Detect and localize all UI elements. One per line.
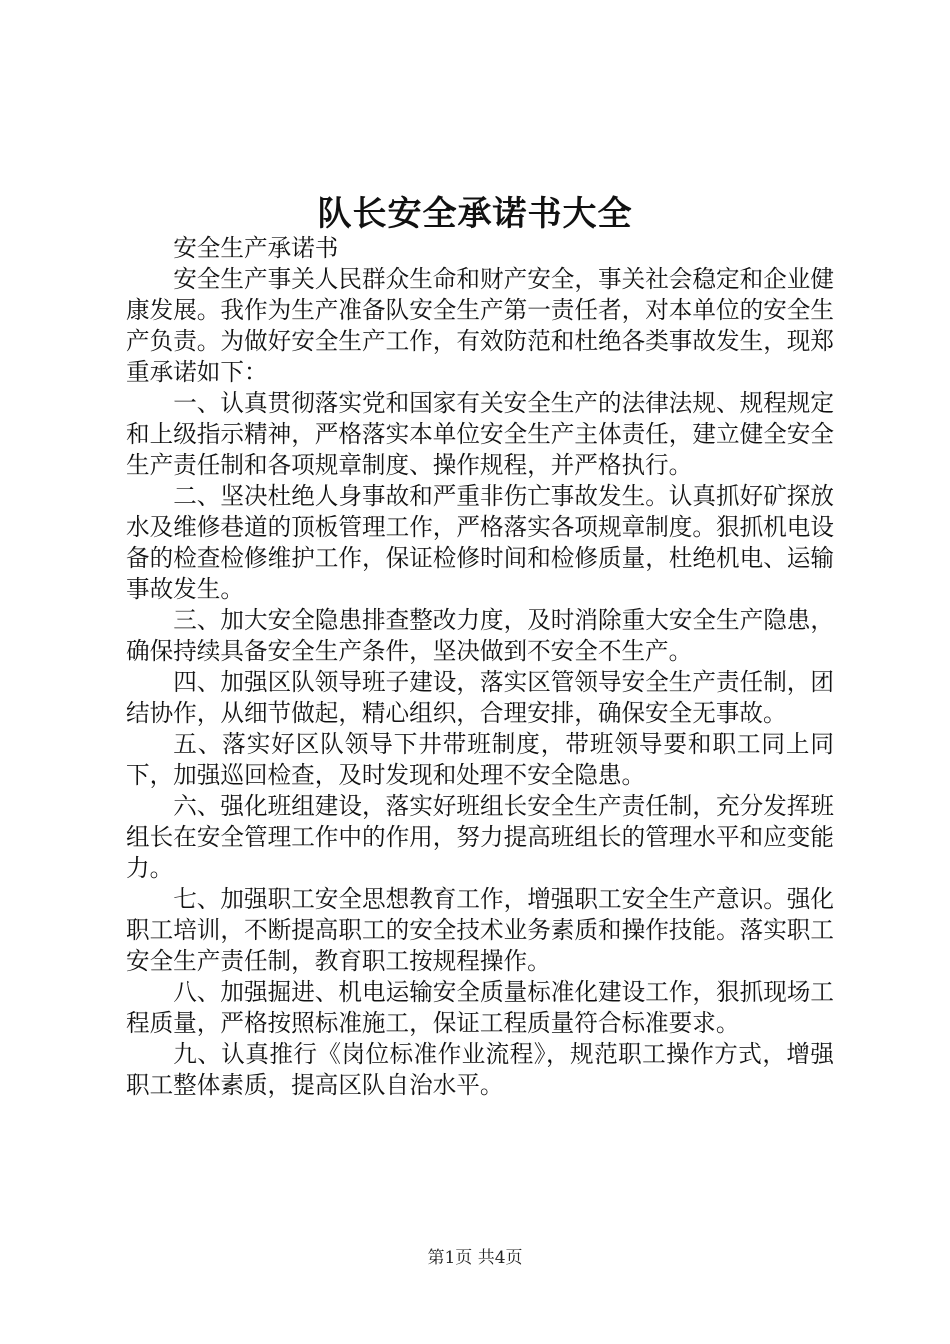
commitment-item-7: 七、加强职工安全思想教育工作，增强职工安全生产意识。强化职工培训，不断提高职工的安全技术业务素质和操作技能。落实职工安全生产责任制，教育职工按规程操作。: [126, 885, 834, 975]
commitment-item-8: 八、加强掘进、机电运输安全质量标准化建设工作，狠抓现场工程质量，严格按照标准施工，保证工程质量符合标准要求。: [126, 978, 834, 1037]
commitment-item-9: 九、认真推行《岗位标准作业流程》，规范职工操作方式，增强职工整体素质，提高区队自治水平。: [126, 1040, 834, 1099]
commitment-item-2: 二、坚决杜绝人身事故和严重非伤亡事故发生。认真抓好矿探放水及维修巷道的顶板管理工作，严格落实各项规章制度。狠抓机电设备的检查检修维护工作，保证检修时间和检修质量，杜绝机电、运输事故发生。: [126, 482, 834, 603]
document-body: [126, 233, 834, 1101]
commitment-item-3: 三、加大安全隐患排查整改力度，及时消除重大安全生产隐患，确保持续具备安全生产条件，坚决做到不安全不生产。: [126, 606, 834, 665]
commitment-item-6: 六、强化班组建设，落实好班组长安全生产责任制，充分发挥班组长在安全管理工作中的作用，努力提高班组长的管理水平和应变能力。: [126, 792, 834, 882]
commitment-item-1: 一、认真贯彻落实党和国家有关安全生产的法律法规、规程规定和上级指示精神，严格落实本单位安全生产主体责任，建立健全安全生产责任制和各项规章制度、操作规程，并严格执行。: [126, 389, 834, 479]
subtitle-paragraph: 安全生产承诺书: [173, 234, 339, 262]
document-title: 队长安全承诺书大全: [317, 194, 633, 234]
intro-paragraph: 安全生产事关人民群众生命和财产安全，事关社会稳定和企业健康发展。我作为生产准备队安全生产第一责任者，对本单位的安全生产负责。为做好安全生产工作，有效防范和杜绝各类事故发生，现郑重承诺如下：: [126, 265, 834, 386]
commitment-item-5: 五、落实好区队领导下井带班制度，带班领导要和职工同上同下，加强巡回检查，及时发现和处理不安全隐患。: [126, 730, 834, 789]
commitment-item-4: 四、加强区队领导班子建设，落实区管领导安全生产责任制，团结协作，从细节做起，精心组织，合理安排，确保安全无事故。: [126, 668, 834, 727]
page-footer: 第1页 共4页: [427, 1248, 523, 1268]
